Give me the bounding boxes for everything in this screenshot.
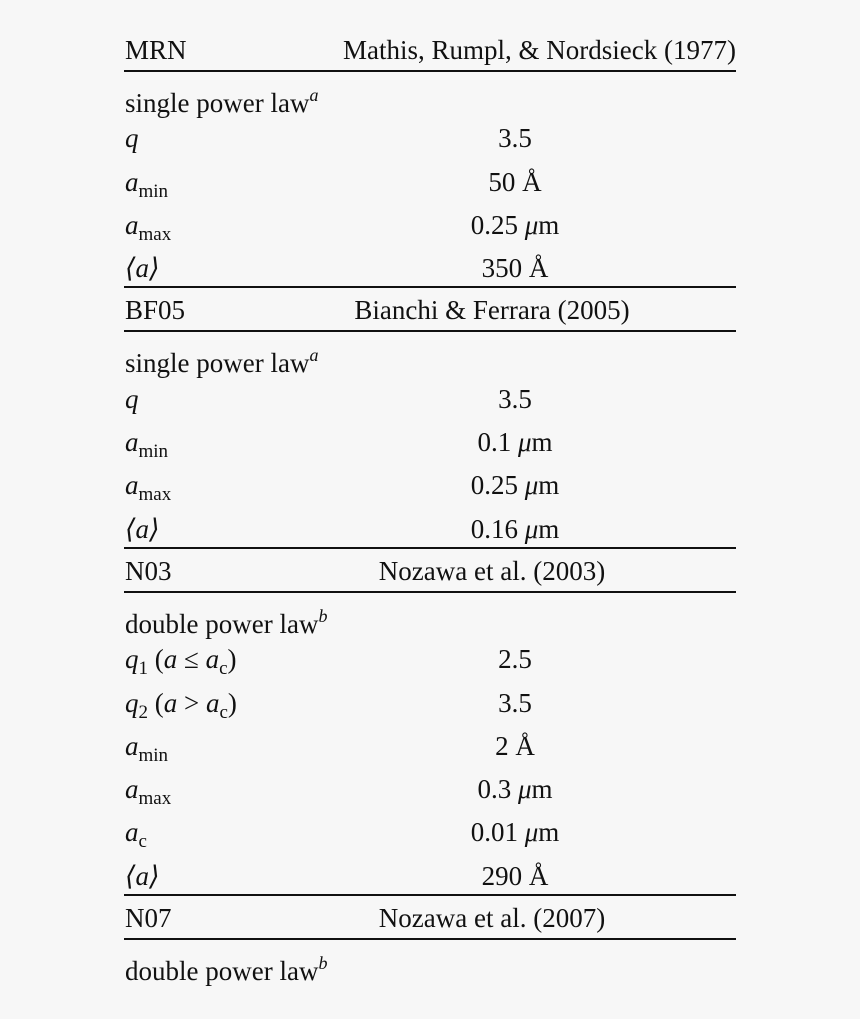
model-name: N03 bbox=[125, 555, 172, 586]
parameter-value: 50 Å bbox=[488, 166, 542, 197]
parameter-symbol: ⟨a⟩ bbox=[125, 253, 160, 284]
parameter-symbol: a bbox=[125, 427, 139, 458]
distribution-type: double power law$^b$ bbox=[125, 605, 328, 639]
parameter-label bbox=[125, 861, 160, 891]
parameter-label bbox=[125, 470, 171, 510]
parameter-symbol: q bbox=[125, 644, 139, 675]
parameter-row bbox=[124, 376, 736, 419]
condition-var: a bbox=[205, 644, 220, 675]
footnote-marker: b bbox=[318, 953, 328, 974]
parameter-value: 290 Å bbox=[481, 860, 549, 891]
parameter-value: 0.1 μm bbox=[477, 427, 553, 458]
distribution-type-row bbox=[124, 940, 736, 987]
parameter-subscript: min bbox=[138, 180, 169, 202]
parameter-row bbox=[124, 853, 736, 896]
micro-symbol: μ bbox=[524, 209, 539, 240]
model-reference: Bianchi & Ferrara (2005) bbox=[354, 295, 630, 326]
parameter-row bbox=[124, 419, 736, 462]
parameter-row bbox=[124, 115, 736, 158]
parameter-value: 0.3 μm bbox=[477, 774, 553, 805]
condition-subscript: c bbox=[219, 658, 228, 680]
parameter-value: 350 Å bbox=[481, 253, 549, 284]
parameter-row bbox=[124, 766, 736, 809]
parameter-symbol: q bbox=[125, 687, 139, 718]
parameter-value: 3.5 bbox=[498, 383, 532, 414]
parameter-label bbox=[125, 123, 139, 153]
parameter-value: 3.5 bbox=[498, 123, 532, 154]
parameter-row bbox=[124, 462, 736, 505]
parameter-symbol: ⟨a⟩ bbox=[125, 513, 160, 544]
parameter-subscript: 1 bbox=[138, 658, 148, 680]
section-header bbox=[124, 288, 736, 332]
parameter-label bbox=[125, 167, 168, 207]
condition-var: a bbox=[163, 644, 178, 675]
model-name: BF05 bbox=[125, 295, 186, 326]
parameter-symbol: a bbox=[125, 470, 139, 501]
parameter-symbol: a bbox=[125, 774, 139, 805]
grain-size-distribution-table bbox=[124, 28, 736, 987]
distribution-type-row bbox=[124, 72, 736, 118]
parameter-label bbox=[125, 210, 171, 250]
parameter-label bbox=[125, 817, 147, 857]
parameter-label: $q_2$ $(a > a_c)$ bbox=[125, 687, 237, 723]
micro-symbol: μ bbox=[517, 427, 532, 458]
model-reference: Nozawa et al. (2003) bbox=[378, 555, 606, 586]
micro-symbol: μ bbox=[517, 774, 532, 805]
parameter-row bbox=[124, 159, 736, 202]
parameter-symbol: a bbox=[125, 730, 139, 761]
parameter-label bbox=[125, 774, 171, 814]
parameter-label bbox=[125, 731, 168, 771]
parameter-symbol: q bbox=[125, 383, 139, 414]
parameter-label bbox=[125, 253, 160, 283]
parameter-value: 0.16 μm bbox=[470, 513, 560, 544]
parameter-symbol: a bbox=[125, 166, 139, 197]
model-reference: Nozawa et al. (2007) bbox=[378, 903, 606, 934]
parameter-label bbox=[125, 384, 139, 414]
parameter-value: 0.01 μm bbox=[470, 817, 560, 848]
parameter-symbol: q bbox=[125, 123, 139, 154]
model-name: MRN bbox=[125, 35, 187, 65]
parameter-row bbox=[124, 809, 736, 852]
micro-symbol: μ bbox=[524, 513, 539, 544]
footnote-marker: a bbox=[309, 85, 319, 105]
parameter-subscript: c bbox=[138, 831, 147, 853]
condition-var: a bbox=[163, 687, 178, 718]
section-header bbox=[124, 28, 736, 72]
parameter-value: 2.5 bbox=[498, 644, 532, 675]
distribution-type-row bbox=[124, 332, 736, 379]
parameter-subscript: max bbox=[138, 223, 172, 245]
parameter-value: 0.25 μm bbox=[470, 209, 560, 240]
model-name: N07 bbox=[125, 903, 172, 934]
parameter-value: 2 Å bbox=[495, 730, 535, 761]
parameter-label bbox=[125, 514, 160, 544]
section-header bbox=[124, 896, 736, 940]
section-header bbox=[124, 549, 736, 593]
distribution-type: single power law$^a$ bbox=[125, 85, 319, 118]
parameter-symbol: a bbox=[125, 817, 139, 848]
parameter-subscript: min bbox=[138, 744, 169, 766]
distribution-type: single power law$^a$ bbox=[125, 345, 319, 379]
parameter-row bbox=[124, 202, 736, 245]
parameter-row bbox=[124, 636, 736, 679]
parameter-symbol: a bbox=[125, 209, 139, 240]
footnote-marker: b bbox=[318, 605, 328, 626]
parameter-label: $q_1$ $(a \le a_c)$ bbox=[125, 644, 237, 680]
parameter-subscript: max bbox=[138, 788, 172, 810]
parameter-row bbox=[124, 680, 736, 723]
micro-symbol: μ bbox=[524, 470, 539, 501]
parameter-value: 0.25 μm bbox=[470, 470, 560, 501]
parameter-subscript: min bbox=[138, 441, 169, 463]
parameter-label bbox=[125, 427, 168, 467]
parameter-symbol: ⟨a⟩ bbox=[125, 860, 160, 891]
parameter-row bbox=[124, 245, 736, 288]
condition-var: a bbox=[205, 687, 220, 718]
parameter-subscript: max bbox=[138, 484, 172, 506]
model-reference: Mathis, Rumpl, & Nordsieck (1977) bbox=[343, 35, 736, 65]
micro-symbol: μ bbox=[524, 817, 539, 848]
condition-subscript: c bbox=[219, 701, 228, 723]
parameter-row bbox=[124, 506, 736, 549]
footnote-marker: a bbox=[309, 345, 319, 366]
parameter-row bbox=[124, 723, 736, 766]
parameter-value: 3.5 bbox=[498, 687, 532, 718]
distribution-type-row bbox=[124, 593, 736, 639]
parameter-subscript: 2 bbox=[138, 701, 148, 723]
distribution-type: double power law$^b$ bbox=[125, 953, 328, 987]
